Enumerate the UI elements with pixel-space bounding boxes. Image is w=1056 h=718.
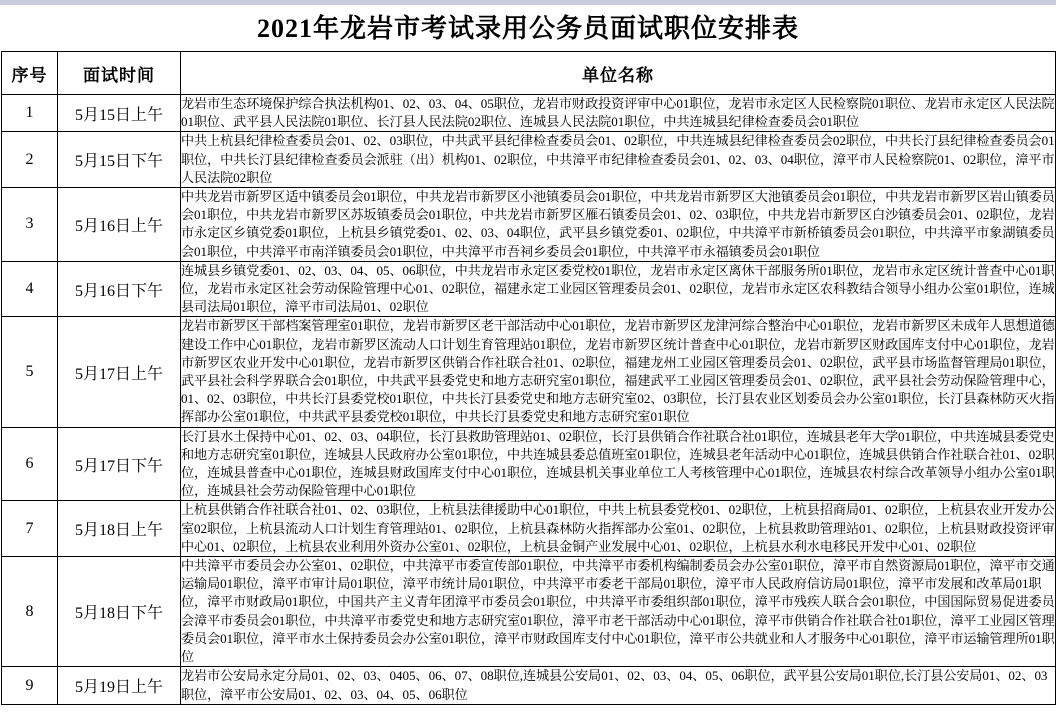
row-time: 5月17日下午 — [58, 427, 181, 501]
column-header-index: 序号 — [2, 52, 58, 95]
table-row — [2, 427, 1056, 501]
row-unit: 龙岩市公安局永定分局01、02、03、0405、06、07、08职位,连城县公安局01、02、03、04、05、06职位，武平县公安局01职位,长汀县公安局01、02、03职位，漳平市公安局01、02、03、04、05、06职位 — [181, 667, 1056, 704]
row-unit: 长汀县水土保持中心01、02、03、04职位，长汀县救助管理站01、02职位，长汀县供销合作社联合社01职位，连城县老年大学01职位，中共连城县委党史和地方志研究室01职位，连城县人民政府办公室01职位，中共连城县委总值班室01职位，连城县老年活动中心01职位，连城县供销合作社联合社01、02职位，连城县普查中心01职位，连城县财政国库支付中心01职位，连城县机关事业单位工人考核管理中心01职位，连城县农村综合改革领导小组办公室01职位，连城县社会劳动保险管理中心01职位 — [181, 427, 1056, 501]
row-unit: 中共漳平市委员会办公室01、02职位，中共漳平市委宣传部01职位，中共漳平市委机构编制委员会办公室01职位，漳平市自然资源局01职位，漳平市交通运输局01职位，漳平市审计局01职位，漳平市统计局01职位，中共漳平市委老干部局01职位，漳平市人民政府信访局01职位，漳平市发展和改革局01职位，漳平市财政局01职位，中国共产主义青年团漳平市委员会01职位，中共漳平市委组织部01职位，漳平市残疾人联合会01职位，中国国际贸易促进委员会漳平市委员会01职位，中共漳平市委党史和地方志研究室01职位，漳平市老干部活动中心01职位，漳平市供销合作社联合社01职位，漳平工业园区管理委员会01职位，漳平市水土保持委员会办公室01职位，漳平市财政国库支付中心01职位，漳平市公共就业和人才服务中心01职位，漳平市运输管理所01职位 — [181, 557, 1056, 667]
column-header-time: 面试时间 — [58, 52, 181, 95]
row-time: 5月19日上午 — [58, 667, 181, 704]
table-row — [2, 667, 1056, 704]
row-unit: 龙岩市新罗区干部档案管理室01职位，龙岩市新罗区老干部活动中心01职位，龙岩市新罗区龙津河综合整治中心01职位，龙岩市新罗区未成年人思想道德建设工作中心01职位，龙岩市新罗区流动人口计划生育管理站01职位，龙岩市新罗区统计普查中心01职位，龙岩市新罗区财政国库支付中心01职位，龙岩市新罗区农业开发中心01职位，龙岩市新罗区供销合作社联合社01、02职位，福建龙州工业园区管理委员会01、02职位，武平县市场监督管理局01职位，武平县社会科学界联合会01职位，中共武平县委党史和地方志研究室01职位，福建武平工业园区管理委员会01、02职位，武平县社会劳动保险管理中心，01、02、03职位，中共长汀县委党校01职位，中共长汀县委党史和地方志研究室02、03职位，长汀县农业区划委员会办公室01职位，长汀县森林防灭火指挥部办公室01职位，中共武平县委党校01职位，中共长汀县委党史和地方志研究室01职位 — [181, 317, 1056, 427]
table-row — [2, 557, 1056, 667]
row-index: 1 — [2, 95, 58, 132]
row-index: 6 — [2, 427, 58, 501]
row-time: 5月17日上午 — [58, 317, 181, 427]
table-row — [2, 501, 1056, 557]
table-row — [2, 261, 1056, 317]
row-index: 2 — [2, 132, 58, 188]
column-header-unit: 单位名称 — [181, 52, 1056, 95]
table-row — [2, 132, 1056, 188]
table-row — [2, 188, 1056, 262]
row-unit: 龙岩市生态环境保护综合执法机构01、02、03、04、05职位，龙岩市财政投资评审中心01职位，龙岩市永定区人民检察院01职位、龙岩市永定区人民法院01职位、武平县人民法院01职位、长汀县人民法院02职位、连城县人民法院01职位，中共连城县纪律检查委员会01职位 — [181, 95, 1056, 132]
table-body — [2, 95, 1056, 705]
row-index: 9 — [2, 667, 58, 704]
row-index: 3 — [2, 188, 58, 262]
row-time: 5月15日下午 — [58, 132, 181, 188]
table-row — [2, 95, 1056, 132]
row-unit: 中共龙岩市新罗区适中镇委员会01职位，中共龙岩市新罗区小池镇委员会01职位，中共龙岩市新罗区大池镇委员会01职位，中共龙岩市新罗区岩山镇委员会01职位，中共龙岩市新罗区苏坂镇委员会01职位，中共龙岩市新罗区雁石镇委员会01、02、03职位，中共龙岩市新罗区白沙镇委员会01、02职位，龙岩市永定区乡镇党委01职位，上杭县乡镇党委01、02、03、04职位，武平县乡镇党委01、02职位，中共漳平市新桥镇委员会01职位，中共漳平市象湖镇委员会01职位，中共漳平市南洋镇委员会01职位，中共漳平市吾祠乡委员会01职位，中共漳平市永福镇委员会01职位 — [181, 188, 1056, 262]
row-unit: 上杭县供销合作社联合社01、02、03职位，上杭县法律援助中心01职位，中共上杭县委党校01、02职位，上杭县招商局01、02职位，上杭县农业开发办公室02职位，上杭县流动人口计划生育管理站01、02职位，上杭县森林防火指挥部办公室01、02职位，上杭县救助管理站01、02职位，上杭县财政投资评审中心01、02职位，上杭县农业利用外资办公室01、02职位，上杭县金铜产业发展中心01、02职位，上杭县水利水电移民开发中心01、02职位 — [181, 501, 1056, 557]
interview-schedule-table — [1, 51, 1056, 705]
row-unit: 中共上杭县纪律检查委员会01、02、03职位，中共武平县纪律检查委员会01、02职位，中共连城县纪律检查委员会02职位，中共长汀县纪律检查委员会01职位，中共长汀县纪律检查委员会派驻（出）机构01、02职位，中共漳平市纪律检查委员会01、02、03、04职位，漳平市人民检察院01、02职位，漳平市人民法院02职位 — [181, 132, 1056, 188]
table-header-row — [2, 52, 1056, 95]
row-index: 8 — [2, 557, 58, 667]
row-unit: 连城县乡镇党委01、02、03、04、05、06职位，中共龙岩市永定区委党校01职位，龙岩市永定区离休干部服务所01职位，龙岩市永定区统计普查中心01职位，龙岩市永定区社会劳动保险管理中心01、02职位，福建永定工业园区管理委员会01、02职位，龙岩市永定区农科教结合领导小组办公室01职位，连城县司法局01职位，漳平市司法局01、02职位 — [181, 261, 1056, 317]
row-time: 5月18日下午 — [58, 557, 181, 667]
row-index: 5 — [2, 317, 58, 427]
table-row — [2, 317, 1056, 427]
document-page — [0, 5, 1056, 705]
row-time: 5月15日上午 — [58, 95, 181, 132]
page-title: 2021年龙岩市考试录用公务员面试职位安排表 — [256, 14, 799, 43]
row-index: 4 — [2, 261, 58, 317]
row-time: 5月16日上午 — [58, 188, 181, 262]
table-header — [2, 52, 1056, 95]
row-time: 5月18日上午 — [58, 501, 181, 557]
row-time: 5月16日下午 — [58, 261, 181, 317]
row-index: 7 — [2, 501, 58, 557]
